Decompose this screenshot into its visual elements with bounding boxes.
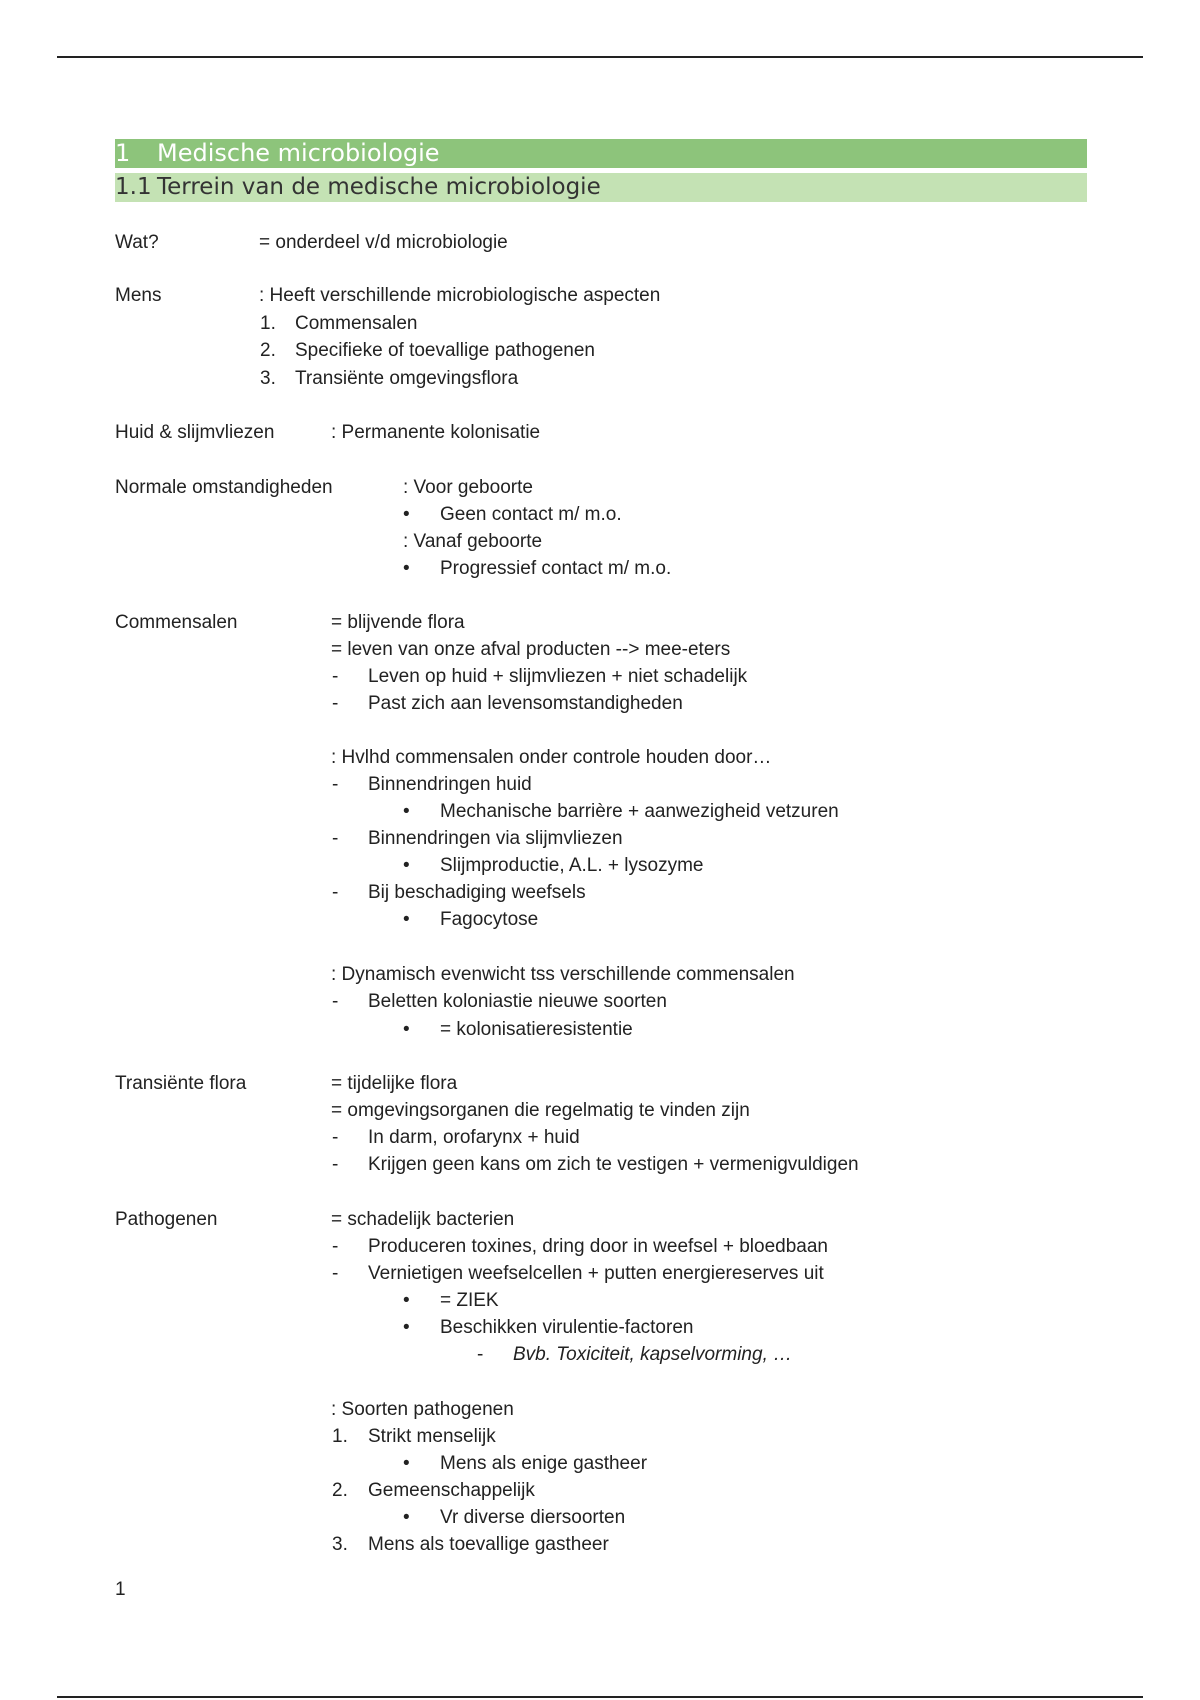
bullet-marker: •	[403, 1290, 410, 1311]
mens-label: Mens	[115, 285, 162, 306]
soorten-number-2: 2.	[332, 1480, 348, 1501]
bullet-marker: •	[403, 1317, 410, 1338]
dash-marker: -	[332, 1263, 339, 1284]
soorten-item-1-bullet: Mens als enige gastheer	[440, 1453, 648, 1474]
bullet-marker: •	[403, 1453, 410, 1474]
mens-item-1: Commensalen	[295, 313, 418, 334]
bullet-marker: •	[403, 504, 410, 525]
commensalen-dash-2: Past zich aan levensomstandigheden	[368, 693, 683, 714]
mens-number-2: 2.	[260, 340, 276, 361]
transiente-line-2: = omgevingsorganen die regelmatig te vinden zijn	[331, 1100, 750, 1121]
mens-item-2: Specifieke of toevallige pathogenen	[295, 340, 596, 361]
heading-2-number: 1.1	[115, 174, 152, 200]
heading-1-title: Medische microbiologie	[157, 139, 440, 167]
dynamic-title: : Dynamisch evenwicht tss verschillende commensalen	[331, 964, 795, 985]
heading-2-title: Terrein van de medische microbiologie	[157, 174, 601, 200]
bullet-marker: •	[403, 909, 410, 930]
dynamic-item-1-bullet: = kolonisatieresistentie	[440, 1019, 633, 1040]
dash-marker: -	[332, 828, 339, 849]
control-item-3-bullet: Fagocytose	[440, 909, 539, 930]
huid-text: : Permanente kolonisatie	[331, 422, 541, 443]
dash-marker: -	[332, 774, 339, 795]
dash-marker: -	[332, 693, 339, 714]
page-number: 1	[115, 1579, 126, 1600]
dash-marker: -	[332, 1236, 339, 1257]
footer-rule	[57, 1696, 1143, 1698]
dash-marker: -	[332, 666, 339, 687]
transiente-dash-2: Krijgen geen kans om zich te vestigen + vermenigvuldigen	[368, 1154, 859, 1175]
dynamic-item-1: Beletten koloniastie nieuwe soorten	[368, 991, 667, 1012]
dash-marker: -	[332, 991, 339, 1012]
wat-label: Wat?	[115, 232, 159, 253]
mens-item-3: Transiënte omgevingsflora	[295, 368, 519, 389]
dash-marker: -	[332, 1127, 339, 1148]
bullet-marker: •	[403, 1507, 410, 1528]
pathogenen-line-1: = schadelijk bacterien	[331, 1209, 515, 1230]
normale-line-1: : Voor geboorte	[403, 477, 533, 498]
commensalen-label: Commensalen	[115, 612, 238, 633]
normale-label: Normale omstandigheden	[115, 477, 333, 498]
mens-number-1: 1.	[260, 313, 276, 334]
control-item-1: Binnendringen huid	[368, 774, 532, 795]
dash-marker: -	[477, 1344, 484, 1365]
soorten-title: : Soorten pathogenen	[331, 1399, 514, 1420]
soorten-number-1: 1.	[332, 1426, 348, 1447]
commensalen-dash-1: Leven op huid + slijmvliezen + niet schadelijk	[368, 666, 748, 687]
pathogenen-bullet-1: = ZIEK	[440, 1290, 499, 1311]
transiente-dash-1: In darm, orofarynx + huid	[368, 1127, 580, 1148]
normale-line-2: : Vanaf geboorte	[403, 531, 543, 552]
mens-text: : Heeft verschillende microbiologische aspecten	[259, 285, 661, 306]
bullet-marker: •	[403, 801, 410, 822]
soorten-item-2: Gemeenschappelijk	[368, 1480, 535, 1501]
bullet-marker: •	[403, 558, 410, 579]
mens-number-3: 3.	[260, 368, 276, 389]
pathogenen-dash-2: Vernietigen weefselcellen + putten energiereserves uit	[368, 1263, 824, 1284]
pathogenen-dash-1: Produceren toxines, dring door in weefsel + bloedbaan	[368, 1236, 828, 1257]
pathogenen-bullet-2: Beschikken virulentie-factoren	[440, 1317, 694, 1338]
control-title: : Hvlhd commensalen onder controle houden door…	[331, 747, 772, 768]
wat-text: = onderdeel v/d microbiologie	[259, 232, 508, 253]
soorten-item-1: Strikt menselijk	[368, 1426, 496, 1447]
transiente-line-1: = tijdelijke flora	[331, 1073, 458, 1094]
pathogenen-example: Bvb. Toxiciteit, kapselvorming, …	[513, 1344, 793, 1365]
soorten-number-3: 3.	[332, 1534, 348, 1555]
dash-marker: -	[332, 1154, 339, 1175]
soorten-item-2-bullet: Vr diverse diersoorten	[440, 1507, 626, 1528]
header-rule	[57, 56, 1143, 58]
control-item-1-bullet: Mechanische barrière + aanwezigheid vetzuren	[440, 801, 839, 822]
huid-label: Huid & slijmvliezen	[115, 422, 275, 443]
bullet-marker: •	[403, 1019, 410, 1040]
normale-bullet-1: Geen contact m/ m.o.	[440, 504, 622, 525]
dash-marker: -	[332, 882, 339, 903]
control-item-3: Bij beschadiging weefsels	[368, 882, 586, 903]
control-item-2: Binnendringen via slijmvliezen	[368, 828, 623, 849]
soorten-item-3: Mens als toevallige gastheer	[368, 1534, 609, 1555]
heading-1	[115, 139, 1087, 168]
commensalen-line-2: = leven van onze afval producten --> mee-eters	[331, 639, 731, 660]
pathogenen-label: Pathogenen	[115, 1209, 218, 1230]
commensalen-line-1: = blijvende flora	[331, 612, 465, 633]
transiente-label: Transiënte flora	[115, 1073, 247, 1094]
normale-bullet-2: Progressief contact m/ m.o.	[440, 558, 672, 579]
heading-2	[115, 173, 1087, 202]
control-item-2-bullet: Slijmproductie, A.L. + lysozyme	[440, 855, 704, 876]
heading-1-number: 1	[115, 139, 131, 167]
bullet-marker: •	[403, 855, 410, 876]
